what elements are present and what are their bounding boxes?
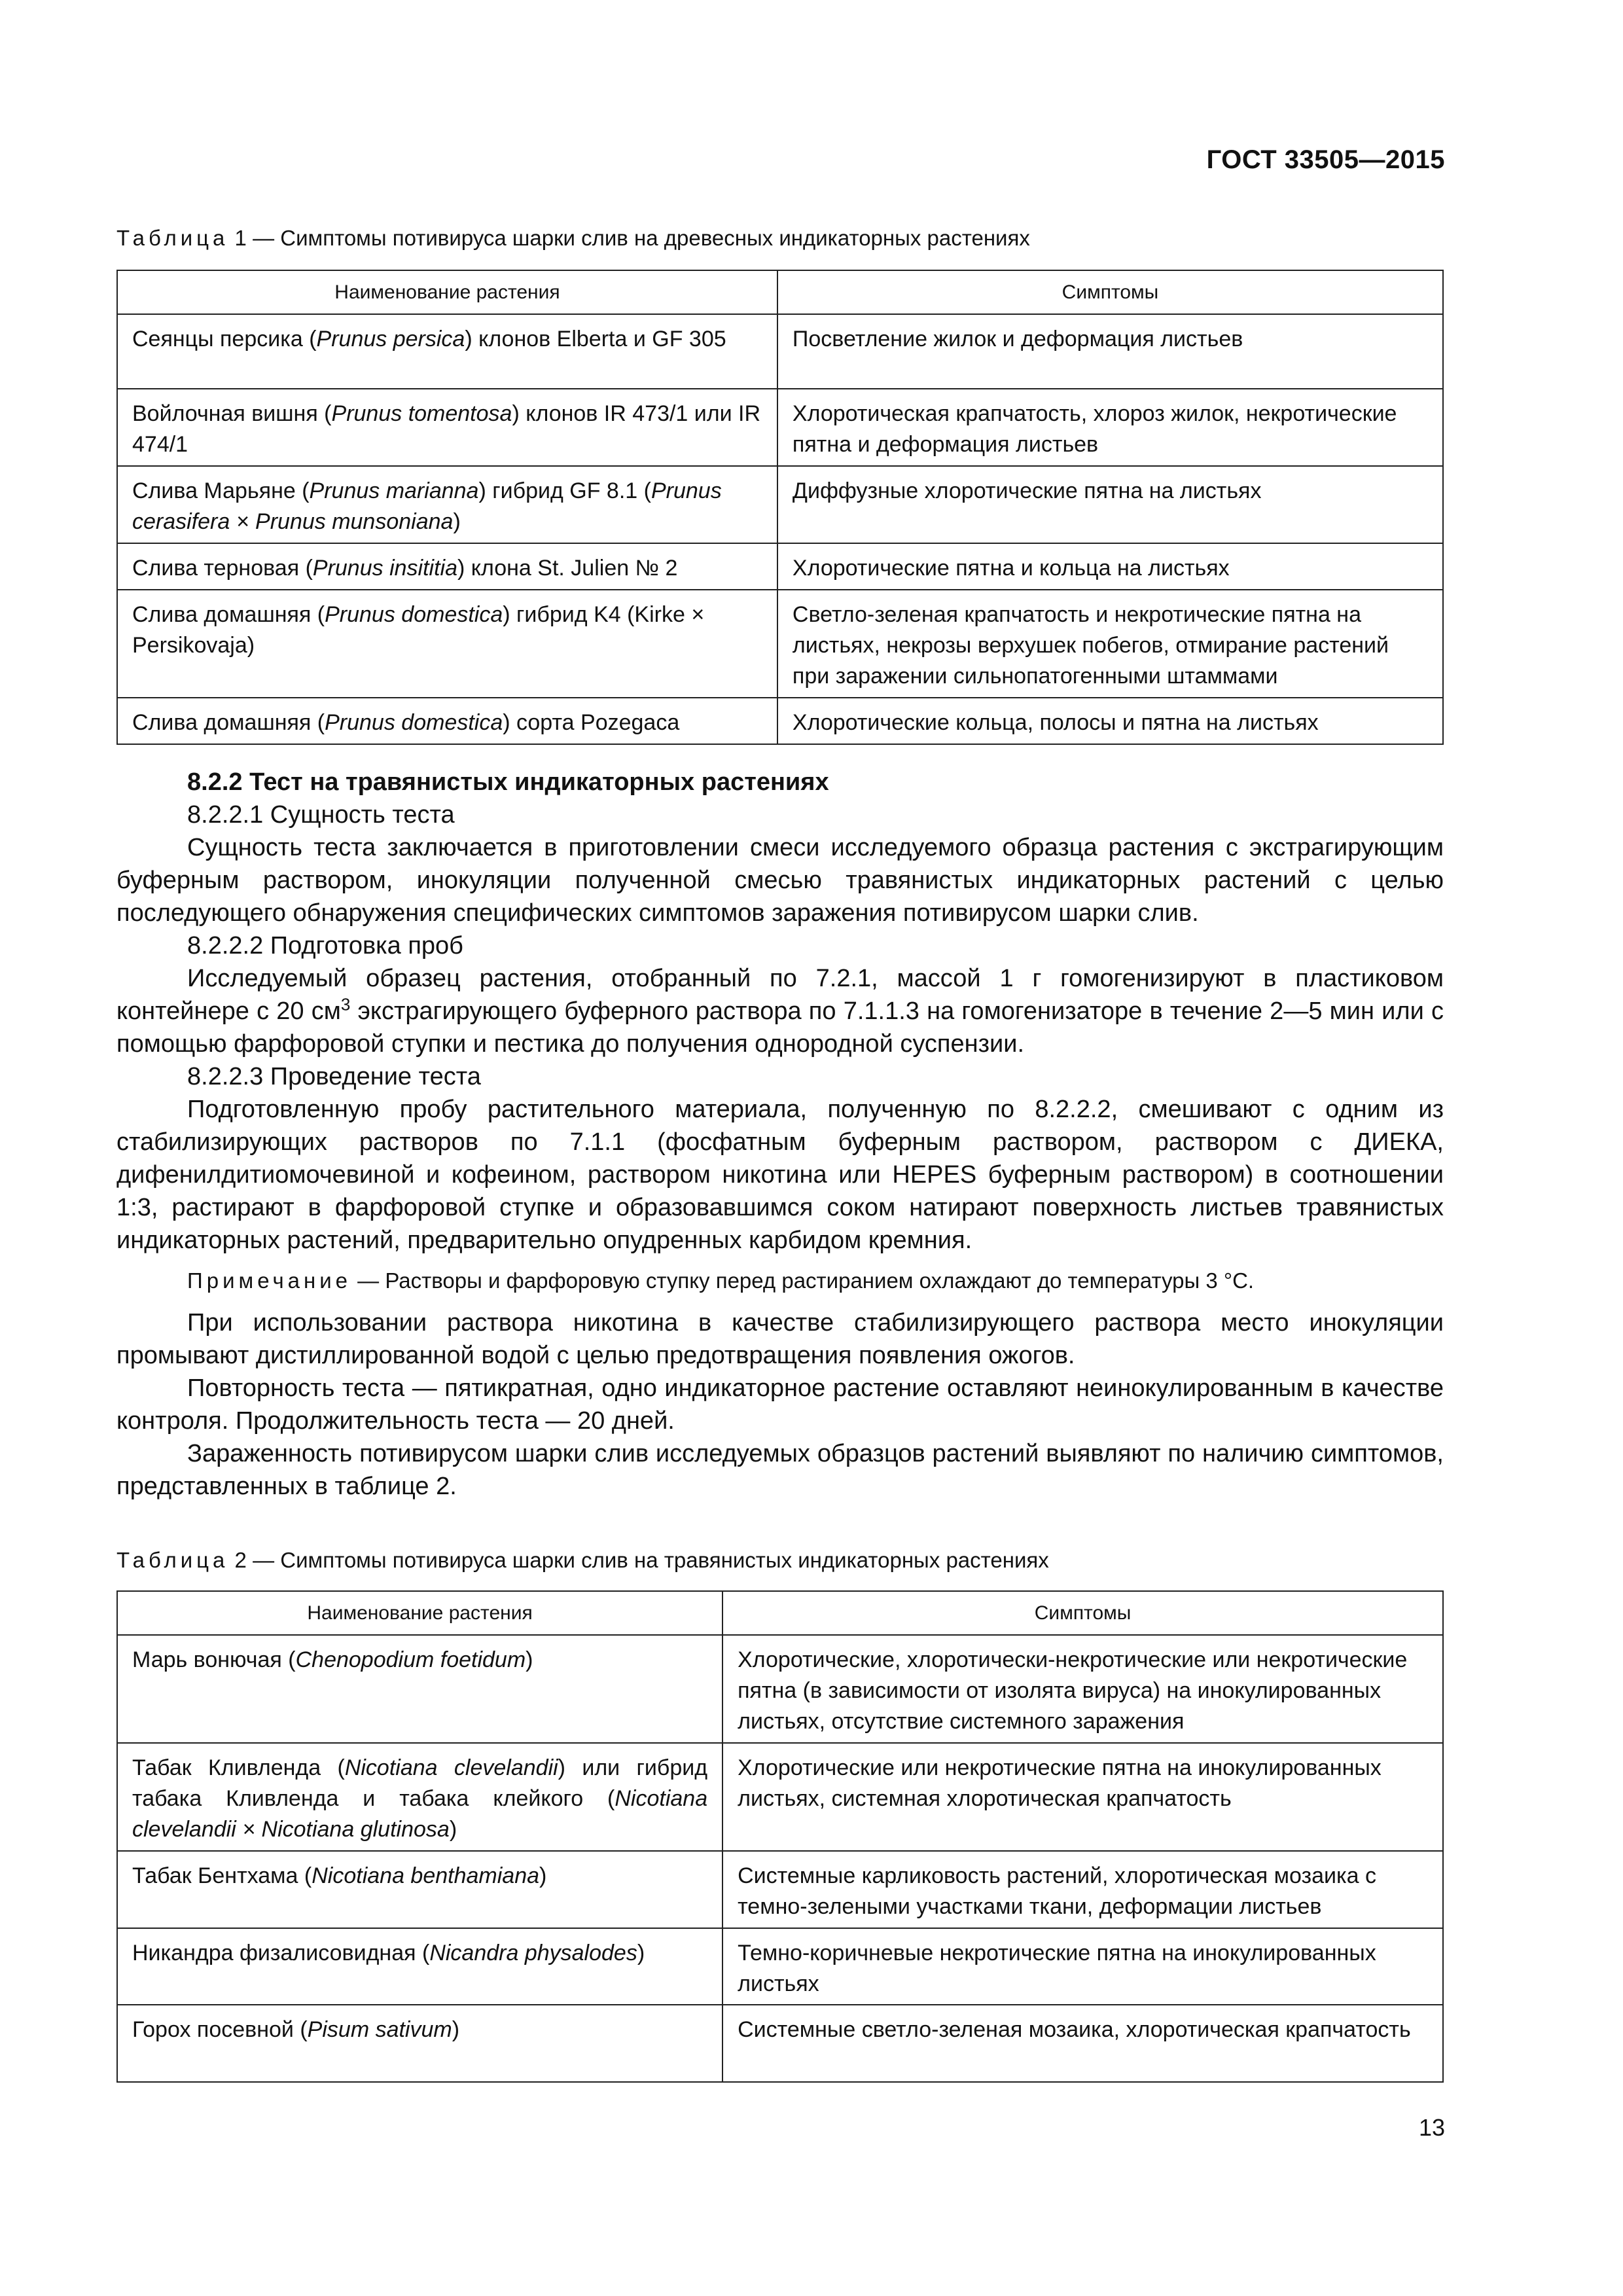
plant-text: ) сорта Pozegaca xyxy=(503,709,680,735)
plant-text: Горох посевной ( xyxy=(132,2017,308,2043)
section-heading: 8.2.2 Тест на травянистых индикаторных растениях xyxy=(187,768,829,796)
plant-latin-name: Prunus insititia xyxy=(312,556,457,581)
table-cell-symptoms: Системные карликовость растений, хлоротическая мозаика с темно-зелеными участками ткани, деформации листьев xyxy=(722,1851,1443,1928)
table-cell-plant xyxy=(117,1851,722,1928)
table-row xyxy=(117,314,1443,389)
table1-caption-text: 1 — Симптомы потивируса шарки слив на древесных индикаторных растениях xyxy=(228,226,1030,250)
plant-text: ) гибрид K4 (Kirke × Persikovaja) xyxy=(132,601,705,658)
plant-text: ) xyxy=(449,1816,457,1842)
paragraph: При использовании раствора никотина в качестве стабилизирующего раствора место инокуляции промывают дистиллированной водой с целью предотвращения появления ожогов. xyxy=(116,1309,1444,1369)
plant-text: ) xyxy=(453,509,461,535)
table2-header-plant: Наименование растения xyxy=(117,1591,722,1635)
table-cell-plant xyxy=(117,1928,722,2005)
plant-text: Слива терновая ( xyxy=(132,556,313,581)
table-cell-symptoms: Хлоротические кольца, полосы и пятна на листьях xyxy=(777,698,1443,744)
table-cell-plant xyxy=(117,1635,722,1743)
paragraph-text: Исследуемый образец растения, отобранный по 7.2.1, массой 1 г гомогенизируют в пластиковом контейнере с 20 см xyxy=(116,965,1444,1025)
plant-text: Слива Марьяне ( xyxy=(132,478,310,504)
subsection-title: 8.2.2.1 Сущность теста xyxy=(187,801,455,829)
table-row xyxy=(117,1851,1443,1928)
table-row xyxy=(117,389,1443,466)
page-number: 13 xyxy=(1418,2114,1445,2141)
table1-caption xyxy=(116,226,1030,251)
table1 xyxy=(116,270,1444,745)
table2-caption xyxy=(116,1548,1049,1573)
note-text: — Растворы и фарфоровую ступку перед растиранием охлаждают до температуры 3 °С. xyxy=(351,1268,1255,1293)
section-body xyxy=(116,766,1444,1503)
plant-latin-name: Pisum sativum xyxy=(307,2017,452,2043)
document-header-id: ГОСТ 33505—2015 xyxy=(1206,145,1445,174)
plant-text: Табак Бентхама ( xyxy=(132,1863,312,1888)
plant-text: Марь вонючая ( xyxy=(132,1647,296,1673)
plant-latin-name: Nicotiana benthamiana xyxy=(312,1863,540,1888)
table-cell-symptoms: Темно-коричневые некротические пятна на инокулированных листьях xyxy=(722,1928,1443,2005)
paragraph: Зараженность потивирусом шарки слив исследуемых образцов растений выявляют по наличию симптомов, представленных в таблице 2. xyxy=(116,1440,1444,1500)
plant-text: ) гибрид GF 8.1 ( xyxy=(478,478,651,504)
plant-text: ) xyxy=(452,2017,460,2043)
subsection-title: 8.2.2.3 Проведение теста xyxy=(187,1063,481,1090)
table-cell-plant xyxy=(117,590,777,698)
plant-latin-name: Nicotiana clevelandii xyxy=(344,1755,558,1781)
table-cell-symptoms: Хлоротические, хлоротически-некротические или некротические пятна (в зависимости от изолята вируса) на инокулированных листьях, отсутствие системного заражения xyxy=(722,1635,1443,1743)
table-cell-symptoms: Посветление жилок и деформация листьев xyxy=(777,314,1443,389)
table-cell-plant xyxy=(117,314,777,389)
table-cell-symptoms: Хлоротическая крапчатость, хлороз жилок, некротические пятна и деформация листьев xyxy=(777,389,1443,466)
superscript: 3 xyxy=(340,994,351,1014)
plant-text: Войлочная вишня ( xyxy=(132,401,332,427)
plant-text: ) клона St. Julien № 2 xyxy=(457,556,678,581)
table1-header-symptoms: Симптомы xyxy=(777,270,1443,314)
table1-caption-prefix: Таблица xyxy=(116,226,229,250)
table-cell-plant xyxy=(117,466,777,543)
plant-latin-name: Prunus domestica xyxy=(325,709,503,735)
table-cell-plant xyxy=(117,389,777,466)
table-row xyxy=(117,2005,1443,2082)
plant-latin-name: Prunus cerasifera × Prunus munsoniana xyxy=(132,478,722,535)
table2 xyxy=(116,1590,1444,2083)
table-cell-plant xyxy=(117,543,777,590)
note-label: Примечание xyxy=(187,1268,352,1293)
table1-header-plant: Наименование растения xyxy=(117,270,777,314)
table2-header-symptoms: Симптомы xyxy=(722,1591,1443,1635)
plant-text: ) xyxy=(539,1863,547,1888)
table1-header-row xyxy=(117,270,1443,314)
table-cell-symptoms: Светло-зеленая крапчатость и некротические пятна на листьях, некрозы верхушек побегов, отмирание растений при заражении сильнопатогенными штаммами xyxy=(777,590,1443,698)
note xyxy=(116,1266,1444,1296)
table-cell-plant xyxy=(117,698,777,744)
plant-text: Табак Кливленда ( xyxy=(132,1755,345,1781)
table-cell-symptoms: Диффузные хлоротические пятна на листьях xyxy=(777,466,1443,543)
paragraph: Подготовленную пробу растительного материала, полученную по 8.2.2.2, смешивают с одним из стабилизирующих растворов по 7.1.1 (фосфатным буферным раствором, раствором с ДИЕКА, дифенилдитиомочевиной и кофеином, раствором никотина или HEPES буферным раствором) в соотношении 1:3, растирают в фарфоровой ступке и образовавшимся соком натирают поверхность листьев травянистых индикаторных растений, предварительно опудренных карбидом кремния. xyxy=(116,1096,1444,1254)
plant-latin-name: Nicotiana clevelandii × Nicotiana glutinosa xyxy=(132,1786,708,1842)
table-row xyxy=(117,1743,1443,1851)
plant-latin-name: Prunus tomentosa xyxy=(331,401,512,427)
table-cell-symptoms: Системные светло-зеленая мозаика, хлоротическая крапчатость xyxy=(722,2005,1443,2082)
table-row xyxy=(117,466,1443,543)
table2-caption-prefix: Таблица xyxy=(116,1548,229,1572)
paragraph xyxy=(116,962,1444,1060)
table-cell-plant xyxy=(117,1743,722,1851)
plant-latin-name: Prunus marianna xyxy=(309,478,479,504)
plant-text: ) xyxy=(637,1940,645,1965)
plant-text: Слива домашняя ( xyxy=(132,709,325,735)
paragraph: Сущность теста заключается в приготовлении смеси исследуемого образца растения с экстрагирующим буферным раствором, инокуляции полученной смесью травянистых индикаторных растений с целью последующего обнаружения специфических симптомов заражения потивирусом шарки слив. xyxy=(116,834,1444,927)
table-row xyxy=(117,1635,1443,1743)
plant-latin-name: Prunus domestica xyxy=(325,601,503,627)
table2-header-row xyxy=(117,1591,1443,1635)
plant-text: Слива домашняя ( xyxy=(132,601,325,627)
plant-text: ) xyxy=(526,1647,533,1673)
table2-caption-text: 2 — Симптомы потивируса шарки слив на травянистых индикаторных растениях xyxy=(228,1548,1049,1572)
plant-text: Никандра физалисовидная ( xyxy=(132,1940,430,1965)
paragraph-text: экстрагирующего буферного раствора по 7.1.1.3 на гомогенизаторе в течение 2—5 мин или с помощью фарфоровой ступки и пестика до получения однородной суспензии. xyxy=(116,997,1444,1058)
plant-latin-name: Prunus persica xyxy=(316,327,465,352)
table-row xyxy=(117,543,1443,590)
plant-text: ) или гибрид табака Кливленда и табака клейкого ( xyxy=(132,1755,708,1812)
table-cell-plant xyxy=(117,2005,722,2082)
plant-text: ) клонов Elberta и GF 305 xyxy=(465,327,726,352)
table-cell-symptoms: Хлоротические или некротические пятна на инокулированных листьях, системная хлоротическая крапчатость xyxy=(722,1743,1443,1851)
plant-latin-name: Chenopodium foetidum xyxy=(295,1647,526,1673)
table-row xyxy=(117,590,1443,698)
plant-latin-name: Nicandra physalodes xyxy=(429,1940,637,1965)
subsection-title: 8.2.2.2 Подготовка проб xyxy=(187,932,463,960)
plant-text: ) клонов IR 473/1 или IR 474/1 xyxy=(132,401,761,457)
table-row xyxy=(117,698,1443,744)
paragraph: Повторность теста — пятикратная, одно индикаторное растение оставляют неинокулированным в качестве контроля. Продолжительность теста — 20 дней. xyxy=(116,1374,1444,1435)
plant-text: Сеянцы персика ( xyxy=(132,327,317,352)
table-cell-symptoms: Хлоротические пятна и кольца на листьях xyxy=(777,543,1443,590)
table-row xyxy=(117,1928,1443,2005)
